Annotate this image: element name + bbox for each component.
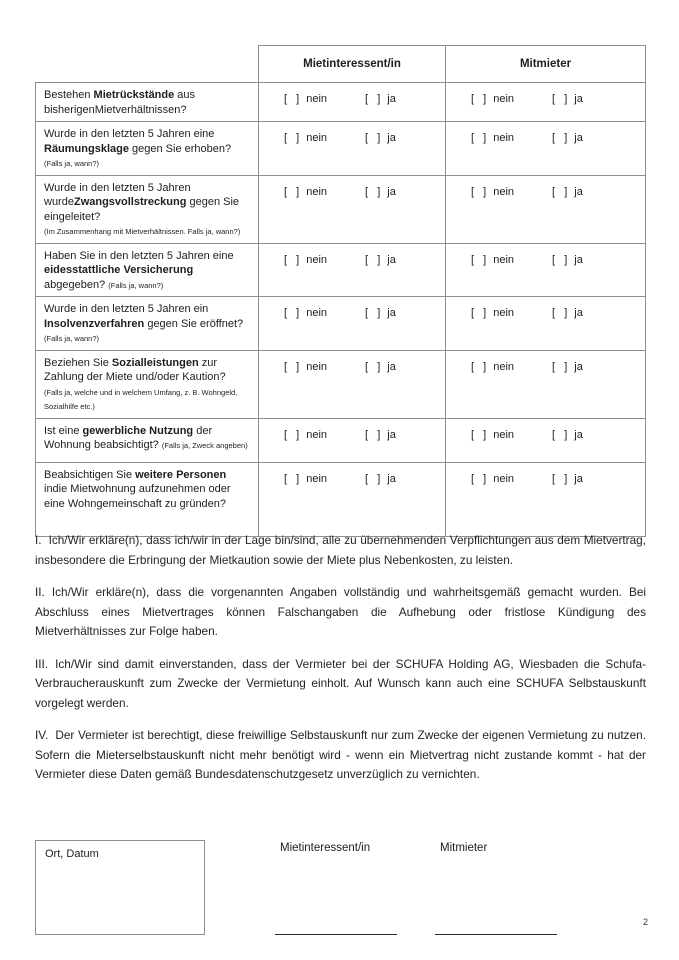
signature-line-mietinteressent[interactable] (275, 934, 397, 935)
checkbox-icon: [ ] (471, 253, 488, 266)
checkbox-ja-mietinteressent-row4[interactable] (365, 254, 396, 266)
declaration-1-number: I. (35, 533, 42, 547)
checkbox-ja-mitmieter-row2[interactable] (552, 132, 583, 144)
question-fragment: zur Zahlung der Miete und/oder Kaution? (44, 356, 226, 383)
question-fragment: Zwangsvollstreckung (73, 196, 187, 208)
checkbox-nein-mitmieter-row4[interactable] (471, 254, 514, 266)
checkbox-label: nein (306, 253, 328, 266)
checkbox-ja-mietinteressent-row6[interactable] (365, 361, 396, 373)
table-corner (36, 46, 259, 83)
declaration-1 (35, 531, 646, 570)
checkbox-icon: [ ] (471, 132, 488, 144)
checkbox-ja-mitmieter-row3[interactable] (552, 186, 583, 198)
checkbox-icon: [ ] (471, 93, 488, 105)
signature-label-mietinteressent: Mietinteressent/in (280, 842, 371, 854)
answer-cell-mitmieter (446, 297, 646, 351)
page-number: 2 (642, 917, 648, 927)
checkbox-icon: [ ] (284, 472, 301, 485)
question-fragment: eidesstattliche Versicherung (44, 264, 194, 276)
checkbox-label: ja (574, 185, 583, 198)
checkbox-icon: [ ] (365, 472, 382, 485)
checkbox-label: nein (306, 93, 328, 105)
table-row (36, 418, 646, 462)
answer-cell-mietinteressent (259, 122, 446, 176)
questions-table (35, 45, 646, 537)
checkbox-icon: [ ] (552, 93, 569, 105)
question-fragment: gegen Sie eingeleitet? (44, 196, 240, 223)
checkbox-ja-mitmieter-row4[interactable] (552, 254, 583, 266)
ort-datum-box[interactable] (35, 840, 205, 935)
checkbox-icon: [ ] (284, 93, 301, 105)
checkbox-label: nein (306, 185, 328, 198)
question-fragment: gegen Sie eröffnet? (144, 317, 244, 330)
question-note: (Falls ja, wann?) (108, 280, 164, 290)
checkbox-icon: [ ] (365, 307, 382, 319)
question-text (36, 175, 259, 243)
checkbox-label: nein (493, 185, 515, 198)
answer-cell-mietinteressent (259, 418, 446, 462)
table-row (36, 462, 646, 536)
question-fragment: gegen Sie erhoben? (128, 142, 232, 155)
checkbox-icon: [ ] (284, 428, 301, 441)
signature-line-mitmieter[interactable] (435, 934, 557, 935)
question-note: (Im Zusammenhang mit Mietverhältnissen. Falls ja, wann?) (44, 227, 241, 236)
checkbox-icon: [ ] (552, 360, 569, 373)
checkbox-icon: [ ] (471, 472, 488, 485)
checkbox-label: nein (493, 307, 515, 319)
checkbox-ja-mietinteressent-row8[interactable] (365, 473, 396, 485)
question-fragment: weitere Personen (135, 468, 227, 481)
question-fragment: Wurde in den letzten 5 Jahren ein (44, 303, 209, 315)
checkbox-icon: [ ] (471, 185, 488, 198)
checkbox-icon: [ ] (284, 307, 301, 319)
checkbox-label: ja (574, 307, 583, 319)
declaration-1-text: Ich/Wir erkläre(n), dass ich/wir in der Lage bin/sind, alle zu übernehmenden Verpflichtungen aus dem Mietvertrag, insbesondere die Erbringung der Mietkaution sowie der Miete plus Nebenkosten, zu leisten. (35, 533, 646, 567)
checkbox-label: nein (306, 307, 328, 319)
checkbox-label: nein (493, 428, 515, 441)
checkbox-icon: [ ] (552, 253, 569, 266)
question-text (36, 418, 259, 462)
checkbox-icon: [ ] (552, 428, 569, 441)
checkbox-label: ja (574, 428, 583, 441)
checkbox-label: nein (306, 428, 328, 441)
checkbox-label: nein (493, 132, 515, 144)
declaration-4 (35, 726, 646, 785)
signature-label-mitmieter: Mitmieter (440, 842, 488, 854)
question-fragment: Bestehen (44, 89, 94, 101)
ort-datum-label: Ort, Datum (45, 848, 99, 860)
checkbox-nein-mietinteressent-row1[interactable] (284, 93, 327, 105)
questions-body (36, 83, 646, 537)
declaration-3 (35, 655, 646, 714)
checkbox-label: nein (493, 93, 515, 105)
checkbox-nein-mietinteressent-row8[interactable] (284, 473, 327, 485)
answer-cell-mietinteressent (259, 462, 446, 536)
checkbox-icon: [ ] (284, 185, 301, 198)
answer-cell-mietinteressent (259, 83, 446, 122)
checkbox-icon: [ ] (552, 307, 569, 319)
table-row (36, 175, 646, 243)
declaration-4-text: Der Vermieter ist berechtigt, diese freiwillige Selbstauskunft nur zum Zwecke der eigenen Vermietung zu nutzen. Sofern die Mieterselbstauskunft nicht mehr benötigt wird - wenn ein Mietvertrag nicht zustande kommt - hat der Vermieter diese Daten gemäß Bundesdatenschutzgesetz unverzüglich zu vernichten. (35, 728, 646, 781)
checkbox-icon: [ ] (365, 428, 382, 441)
checkbox-icon: [ ] (365, 253, 382, 266)
checkbox-nein-mitmieter-row1[interactable] (471, 93, 514, 105)
answer-cell-mietinteressent (259, 350, 446, 418)
checkbox-nein-mietinteressent-row4[interactable] (284, 254, 327, 266)
checkbox-nein-mietinteressent-row6[interactable] (284, 361, 327, 373)
checkbox-ja-mitmieter-row6[interactable] (552, 361, 583, 373)
checkbox-label: ja (387, 307, 396, 319)
answer-cell-mitmieter (446, 83, 646, 122)
checkbox-label: nein (306, 472, 328, 485)
checkbox-icon: [ ] (284, 360, 301, 373)
checkbox-ja-mietinteressent-row1[interactable] (365, 93, 396, 105)
question-text (36, 83, 259, 122)
question-fragment: Haben Sie in den letzten 5 Jahren eine (44, 249, 234, 262)
checkbox-icon: [ ] (552, 472, 569, 485)
checkbox-nein-mitmieter-row8[interactable] (471, 473, 514, 485)
checkbox-label: nein (493, 472, 515, 485)
answer-cell-mitmieter (446, 462, 646, 536)
checkbox-ja-mitmieter-row5[interactable] (552, 307, 583, 319)
answer-cell-mitmieter (446, 350, 646, 418)
signature-column-mitmieter (435, 842, 557, 935)
question-fragment: der Wohnung beabsichtigt? (44, 424, 213, 451)
question-fragment: Wurde in den letzten 5 Jahren eine (44, 128, 215, 140)
question-fragment: Sozialleistungen (111, 356, 199, 369)
checkbox-label: ja (574, 132, 583, 144)
checkbox-label: nein (493, 360, 515, 373)
checkbox-ja-mietinteressent-row7[interactable] (365, 429, 396, 441)
question-fragment: eine Wohngemeinschaft zu gründen? (44, 497, 227, 510)
checkbox-icon: [ ] (471, 307, 488, 319)
declaration-3-number: III. (35, 656, 49, 671)
checkbox-icon: [ ] (365, 132, 382, 144)
declarations-section (35, 531, 646, 798)
question-text (36, 297, 259, 351)
checkbox-nein-mitmieter-row5[interactable] (471, 307, 514, 319)
checkbox-ja-mitmieter-row7[interactable] (552, 429, 583, 441)
question-fragment: Ist eine (44, 424, 83, 437)
checkbox-ja-mietinteressent-row3[interactable] (365, 186, 396, 198)
checkbox-label: ja (387, 185, 396, 198)
answer-cell-mitmieter (446, 122, 646, 176)
checkbox-nein-mitmieter-row2[interactable] (471, 132, 514, 144)
table-row (36, 350, 646, 418)
table-header-row (36, 46, 646, 83)
checkbox-nein-mietinteressent-row7[interactable] (284, 429, 327, 441)
question-note: (Falls ja, wann?) (44, 159, 100, 168)
question-note: (Falls ja, wann?) (44, 334, 100, 343)
declaration-2-text: Ich/Wir erkläre(n), dass die vorgenannten Angaben vollständig und wahrheitsgemäß gemacht wurden. Bei Abschluss eines Mietvertrages können Falschangaben die Aufhebung oder fristlose Kündigung des Mietverhältnisses zur Folge haben. (35, 585, 646, 638)
checkbox-label: ja (387, 132, 396, 144)
checkbox-label: ja (387, 93, 396, 105)
checkbox-nein-mietinteressent-row3[interactable] (284, 186, 327, 198)
answer-cell-mitmieter (446, 243, 646, 297)
question-fragment: Räumungsklage (44, 142, 129, 155)
table-row (36, 122, 646, 176)
answer-cell-mitmieter (446, 175, 646, 243)
declaration-2-number: II. (35, 585, 45, 599)
checkbox-label: ja (387, 428, 396, 441)
question-note: (Falls ja, Zweck angeben) (161, 441, 248, 450)
checkbox-label: ja (574, 472, 583, 485)
checkbox-label: ja (387, 360, 396, 373)
checkbox-icon: [ ] (365, 185, 382, 198)
checkbox-label: ja (387, 472, 396, 485)
question-note: (Falls ja, welche und in welchem Umfang, z. B. Wohngeld, Sozialhilfe etc.) (44, 387, 238, 411)
question-fragment: indie Mietwohnung aufzunehmen oder (44, 483, 231, 495)
checkbox-icon: [ ] (552, 132, 569, 144)
question-fragment: Insolvenzverfahren (44, 317, 145, 330)
question-fragment: Beziehen Sie (44, 356, 112, 369)
signature-column-mietinteressent (275, 842, 397, 935)
checkbox-label: nein (306, 360, 328, 373)
column-header-mietinteressent: Mietinteressent/in (259, 46, 446, 83)
checkbox-nein-mitmieter-row7[interactable] (471, 429, 514, 441)
checkbox-label: ja (574, 253, 583, 266)
signature-area (35, 840, 645, 936)
checkbox-ja-mietinteressent-row5[interactable] (365, 307, 396, 319)
column-header-mitmieter: Mitmieter (446, 46, 646, 83)
declaration-3-text: Ich/Wir sind damit einverstanden, dass der Vermieter bei der SCHUFA Holding AG, Wiesbaden die Schufa-Verbraucherauskunft zum Zwecke der Vermietung einholt. Auf Wunsch kann auch eine SCHUFA Selbstauskunft vorgelegt werden. (35, 656, 646, 710)
checkbox-label: nein (306, 132, 328, 144)
answer-cell-mietinteressent (259, 243, 446, 297)
checkbox-icon: [ ] (471, 428, 488, 441)
checkbox-icon: [ ] (552, 185, 569, 198)
question-text (36, 462, 259, 536)
checkbox-nein-mitmieter-row6[interactable] (471, 361, 514, 373)
question-fragment: abgegeben? (44, 278, 109, 291)
checkbox-label: nein (493, 253, 515, 266)
checkbox-ja-mietinteressent-row2[interactable] (365, 132, 396, 144)
table-row (36, 297, 646, 351)
checkbox-icon: [ ] (284, 132, 301, 144)
checkbox-nein-mietinteressent-row2[interactable] (284, 132, 327, 144)
checkbox-label: ja (574, 360, 583, 373)
checkbox-label: ja (574, 93, 583, 105)
checkbox-icon: [ ] (365, 360, 382, 373)
table-row (36, 83, 646, 122)
checkbox-label: ja (387, 253, 396, 266)
question-text (36, 122, 259, 176)
checkbox-icon: [ ] (284, 253, 301, 266)
question-fragment: aus bisherigenMietverhältnissen? (44, 89, 196, 116)
declaration-2 (35, 583, 646, 642)
checkbox-ja-mitmieter-row1[interactable] (552, 93, 583, 105)
answer-cell-mitmieter (446, 418, 646, 462)
checkbox-icon: [ ] (471, 360, 488, 373)
table-row (36, 243, 646, 297)
question-text (36, 350, 259, 418)
question-fragment: Beabsichtigen Sie (44, 468, 136, 481)
declaration-4-number: IV. (35, 728, 49, 742)
checkbox-icon: [ ] (365, 93, 382, 105)
answer-cell-mietinteressent (259, 175, 446, 243)
question-fragment: Wurde in den letzten 5 Jahren wurde (44, 181, 191, 208)
question-text (36, 243, 259, 297)
answer-cell-mietinteressent (259, 297, 446, 351)
question-fragment: Mietrückstände (93, 89, 175, 101)
question-fragment: gewerbliche Nutzung (82, 424, 194, 437)
checkbox-nein-mitmieter-row3[interactable] (471, 186, 514, 198)
checkbox-nein-mietinteressent-row5[interactable] (284, 307, 327, 319)
checkbox-ja-mitmieter-row8[interactable] (552, 473, 583, 485)
